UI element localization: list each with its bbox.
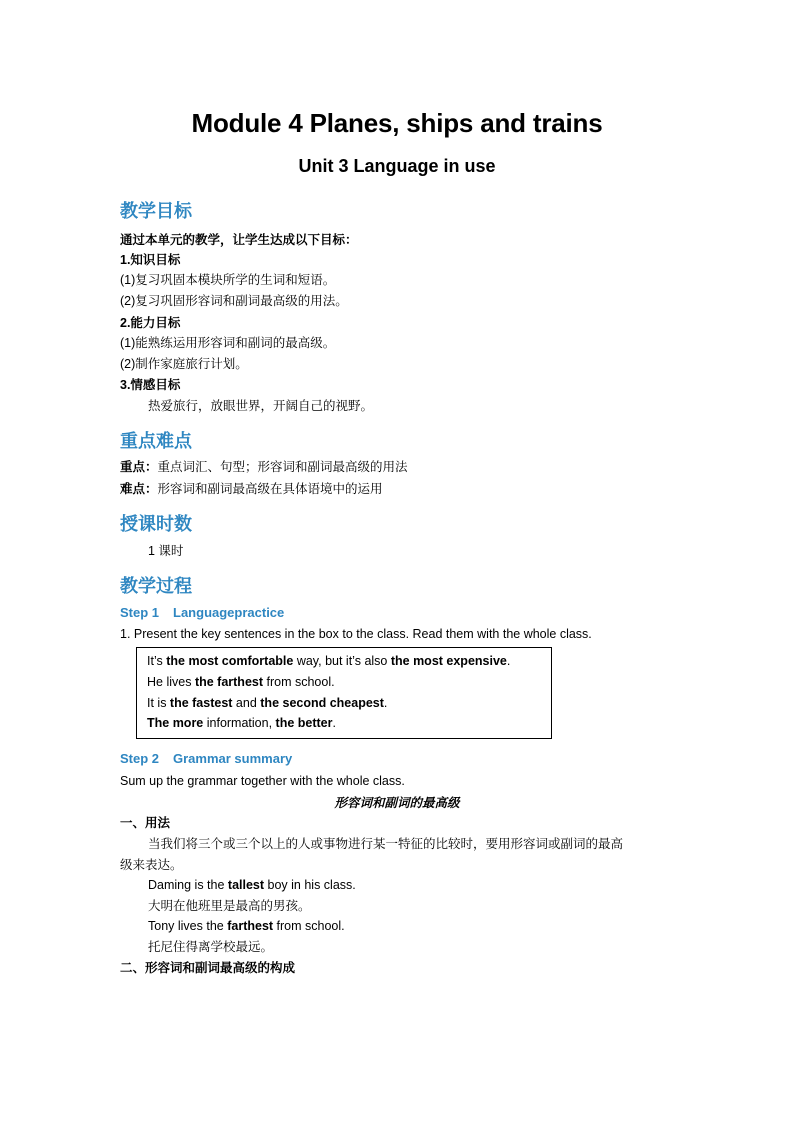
key-points-heading: 重点难点 [120,431,192,451]
step1-description: 1. Present the key sentences in the box to the class. Read them with the whole class. [120,627,592,641]
text-run: . [383,696,388,710]
text-run: from school. [273,919,345,933]
key-label: 重点： [120,460,158,474]
highlight-run: the fastest [169,696,233,710]
step2-number: Step 2 [120,751,160,766]
text-run: Daming is the [148,878,228,892]
process-heading: 教学过程 [120,576,192,596]
difficulty-line [120,480,383,498]
key-sentences-box [136,647,552,739]
document-title: Module 4 Planes, ships and trains [191,108,603,138]
knowledge-item-1: (1)复习巩固本模块所学的生词和短语。 [120,273,336,287]
example-1 [148,876,356,894]
objectives-heading: 教学目标 [120,201,192,221]
example-2 [148,917,345,935]
form-heading: 二、形容词和副词最高级的构成 [120,961,296,975]
highlight-run: the second cheapest [260,696,384,710]
key-text: 重点词汇、句型；形容词和副词最高级的用法 [157,460,408,474]
document-subtitle: Unit 3 Language in use [298,156,496,176]
highlight-run: farthest [227,919,274,933]
ability-heading: 2.能力目标 [120,316,181,330]
step1-number: Step 1 [120,605,160,620]
text-run: Tony lives the [148,919,228,933]
usage-text-2: 级来表达。 [120,858,183,872]
objectives-intro: 通过本单元的教学，让学生达成以下目标： [120,233,358,247]
text-run: and [232,696,261,710]
text-run: He lives [147,675,195,689]
key-point-line [120,458,408,476]
step2-title: Grammar summary [173,751,293,766]
hours-value: 1 课时 [148,544,184,558]
difficulty-text: 形容词和副词最高级在具体语境中的运用 [157,482,383,496]
ability-item-2: (2)制作家庭旅行计划。 [120,357,248,371]
box-sentence-1 [147,654,510,668]
step1-title: Languagepractice [173,605,285,620]
box-sentence-3 [147,696,387,710]
highlight-run: tallest [227,878,265,892]
highlight-run: the most expensive [390,654,507,668]
usage-heading: 一、用法 [120,816,171,830]
step1-heading [120,605,284,620]
emotion-heading: 3.情感目标 [120,378,181,392]
text-run: . [332,716,336,730]
step2-heading [120,751,292,766]
highlight-run: The more [147,716,204,730]
usage-text-1: 当我们将三个或三个以上的人或事物进行某一特征的比较时，要用形容词或副词的最高 [148,837,624,851]
box-sentence-4 [147,716,336,730]
highlight-run: the better [275,716,333,730]
text-run: boy in his class. [264,878,356,892]
text-run: It’s [147,654,167,668]
text-run: . [506,654,511,668]
highlight-run: the farthest [194,675,264,689]
example-2-translation: 托尼住得离学校最远。 [148,940,274,954]
box-sentence-2 [147,675,335,689]
hours-heading: 授课时数 [120,514,192,534]
text-run: It is [147,696,170,710]
grammar-title: 形容词和副词的最高级 [334,796,460,810]
text-run: from school. [263,675,335,689]
ability-item-1: (1)能熟练运用形容词和副词的最高级。 [120,336,336,350]
step2-description: Sum up the grammar together with the whole class. [120,774,405,788]
knowledge-item-2: (2)复习巩固形容词和副词最高级的用法。 [120,294,348,308]
highlight-run: the most comfortable [166,654,294,668]
text-run: information, [203,716,276,730]
knowledge-heading: 1.知识目标 [120,253,181,267]
difficulty-label: 难点： [120,482,158,496]
emotion-item-1: 热爱旅行，放眼世界，开阔自己的视野。 [148,399,374,413]
example-1-translation: 大明在他班里是最高的男孩。 [148,899,311,913]
text-run: way, but it’s also [293,654,391,668]
